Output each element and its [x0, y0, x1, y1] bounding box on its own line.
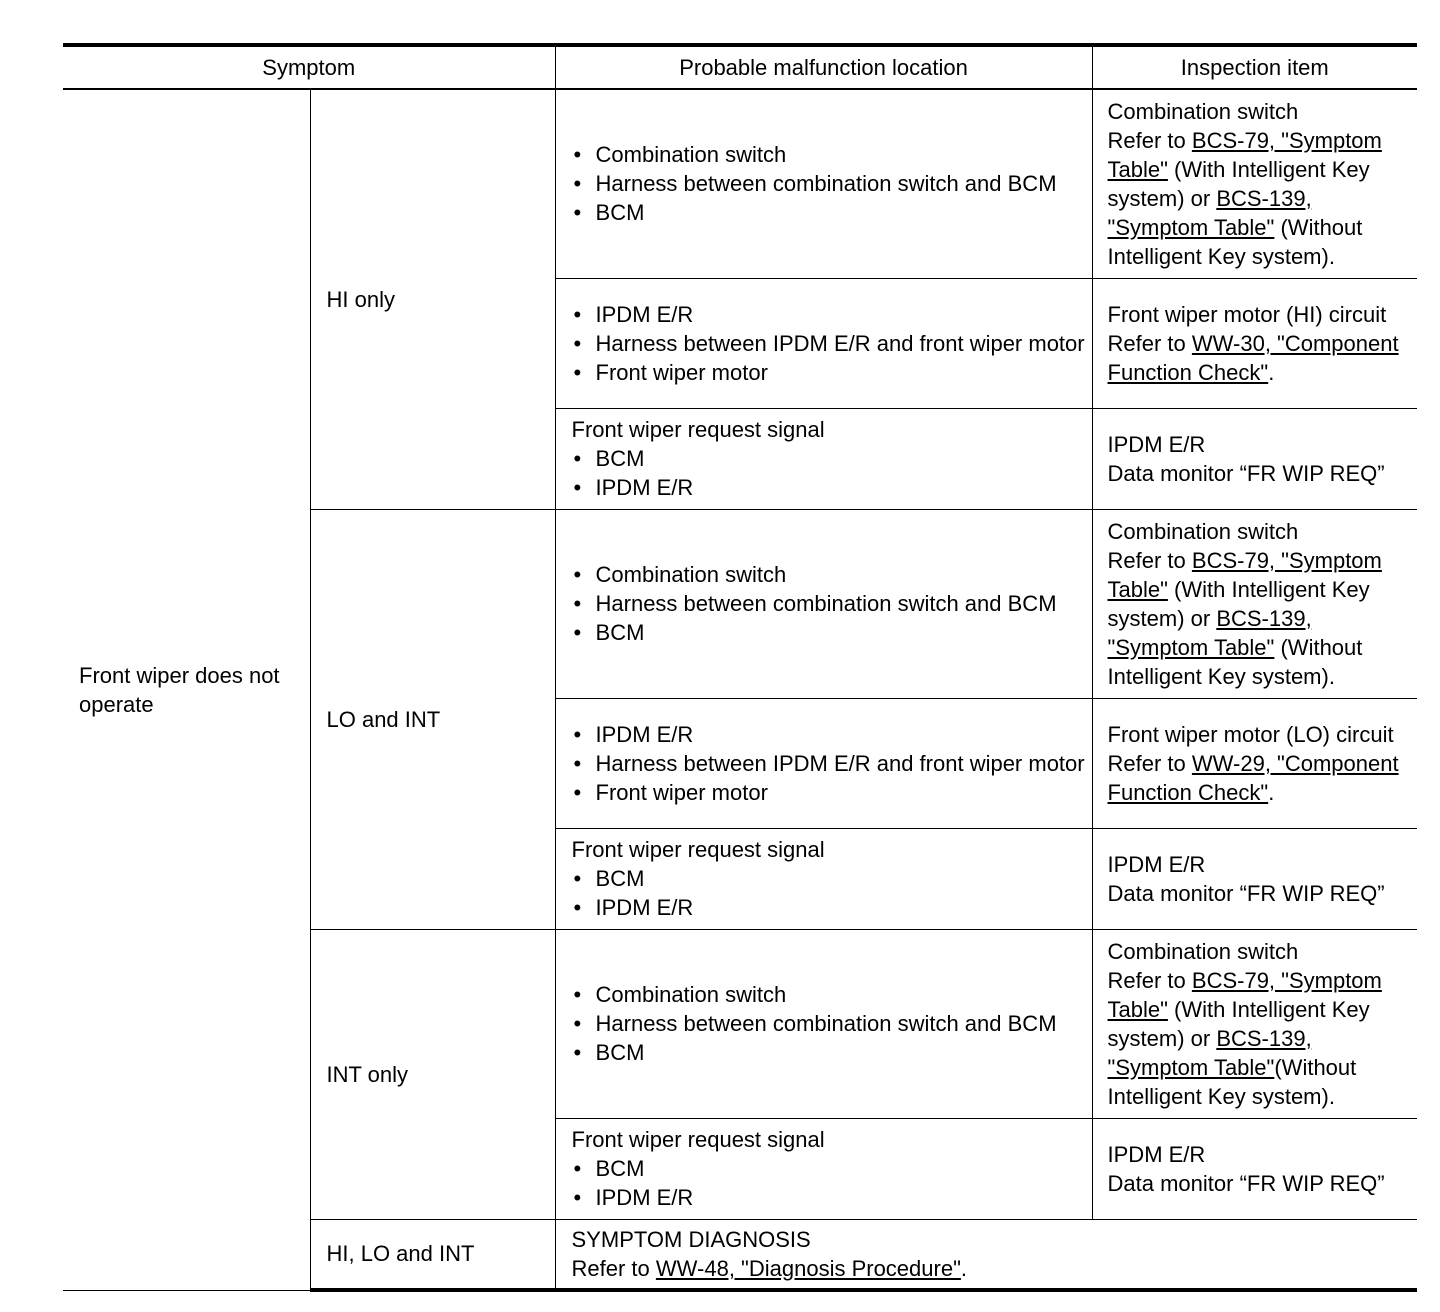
symptom-table	[63, 43, 1417, 1292]
list-item: • BCM	[572, 1038, 1088, 1067]
list-item: • Front wiper motor	[572, 358, 1088, 387]
location-bullets	[572, 444, 1088, 502]
location-cell	[555, 929, 1092, 1118]
location-bullets	[572, 560, 1088, 647]
list-item: • BCM	[572, 864, 1088, 893]
location-bullets	[572, 980, 1088, 1067]
location-cell	[555, 1118, 1092, 1219]
location-heading: Front wiper request signal	[571, 1127, 825, 1152]
location-bullets	[572, 720, 1088, 807]
location-bullets	[572, 1154, 1088, 1212]
location-cell	[555, 509, 1092, 698]
list-item: • BCM	[572, 198, 1088, 227]
inspection-cell: Front wiper motor (HI) circuit Refer to WW-30, "Component Function Check".	[1092, 278, 1417, 408]
list-item: • Harness between combination switch and BCM	[572, 169, 1088, 198]
location-cell	[555, 828, 1092, 929]
ref-link[interactable]: BCS-79, "Symptom Table"	[1107, 127, 1382, 182]
list-item: • IPDM E/R	[572, 720, 1088, 749]
location-cell	[555, 278, 1092, 408]
ref-link[interactable]: WW-29, "Component Function Check"	[1107, 750, 1399, 805]
inspection-title: Front wiper motor (LO) circuit	[1107, 721, 1394, 747]
location-bullets	[572, 864, 1088, 922]
location-heading: Front wiper request signal	[571, 417, 825, 442]
ref-link[interactable]: BCS-139, "Symptom Table"	[1107, 605, 1312, 660]
inspection-cell: IPDM E/R Data monitor “FR WIP REQ”	[1092, 408, 1417, 509]
location-bullets	[572, 140, 1088, 227]
symptom-main: Front wiper does not operate	[63, 89, 310, 1290]
list-item: • IPDM E/R	[572, 473, 1088, 502]
symptom-sub-hi-only: HI only	[310, 89, 555, 509]
location-cell	[555, 408, 1092, 509]
table-row	[63, 89, 1417, 278]
location-cell	[555, 698, 1092, 828]
list-item: • Combination switch	[572, 140, 1088, 169]
ref-link[interactable]: BCS-139, "Symptom Table"	[1107, 185, 1312, 240]
symptom-sub-lo-and-int: LO and INT	[310, 509, 555, 929]
list-item: • Harness between IPDM E/R and front wiper motor	[572, 749, 1088, 778]
inspection-cell: IPDM E/R Data monitor “FR WIP REQ”	[1092, 828, 1417, 929]
inspection-cell: Front wiper motor (LO) circuit Refer to WW-29, "Component Function Check".	[1092, 698, 1417, 828]
location-heading: Front wiper request signal	[571, 837, 825, 862]
list-item: • IPDM E/R	[572, 1183, 1088, 1212]
inspection-cell: Combination switch Refer to BCS-79, "Symptom Table" (With Intelligent Key system) or BCS-139, "Symptom Table"(Without Intelligent Key system).	[1092, 929, 1417, 1118]
list-item: • BCM	[572, 618, 1088, 647]
table-header-row	[63, 45, 1417, 89]
inspection-title: Combination switch	[1107, 518, 1299, 544]
list-item: • BCM	[572, 1154, 1088, 1183]
location-cell	[555, 89, 1092, 278]
merged-cell: SYMPTOM DIAGNOSIS Refer to WW-48, "Diagnosis Procedure".	[555, 1219, 1417, 1290]
list-item: • Combination switch	[572, 560, 1088, 589]
symptom-sub-int-only: INT only	[310, 929, 555, 1219]
header-location: Probable malfunction location	[555, 45, 1092, 89]
list-item: • Front wiper motor	[572, 778, 1088, 807]
inspection-cell: Combination switch Refer to BCS-79, "Symptom Table" (With Intelligent Key system) or BCS-139, "Symptom Table" (Without Intelligent Key system).	[1092, 509, 1417, 698]
symptom-sub-hi-lo-int: HI, LO and INT	[310, 1219, 555, 1290]
inspection-cell: Combination switch Refer to BCS-79, "Symptom Table" (With Intelligent Key system) or BCS-139, "Symptom Table" (Without Intelligent Key system).	[1092, 89, 1417, 278]
header-inspection: Inspection item	[1092, 45, 1417, 89]
list-item: • Harness between IPDM E/R and front wiper motor	[572, 329, 1088, 358]
list-item: • IPDM E/R	[572, 893, 1088, 922]
inspection-cell: IPDM E/R Data monitor “FR WIP REQ”	[1092, 1118, 1417, 1219]
ref-link[interactable]: BCS-79, "Symptom Table"	[1107, 967, 1382, 1022]
inspection-title: Combination switch	[1107, 98, 1299, 124]
ref-link[interactable]: BCS-139, "Symptom Table"	[1107, 1025, 1312, 1080]
list-item: • Harness between combination switch and BCM	[572, 589, 1088, 618]
inspection-title: Front wiper motor (HI) circuit	[1107, 301, 1387, 327]
ref-link[interactable]: WW-30, "Component Function Check"	[1107, 330, 1399, 385]
location-bullets	[572, 300, 1088, 387]
list-item: • Harness between combination switch and BCM	[572, 1009, 1088, 1038]
list-item: • BCM	[572, 444, 1088, 473]
ref-link[interactable]: BCS-79, "Symptom Table"	[1107, 547, 1382, 602]
list-item: • Combination switch	[572, 980, 1088, 1009]
list-item: • IPDM E/R	[572, 300, 1088, 329]
inspection-title: Combination switch	[1107, 938, 1299, 964]
header-symptom: Symptom	[63, 45, 555, 89]
ref-link[interactable]: WW-48, "Diagnosis Procedure"	[655, 1255, 961, 1281]
